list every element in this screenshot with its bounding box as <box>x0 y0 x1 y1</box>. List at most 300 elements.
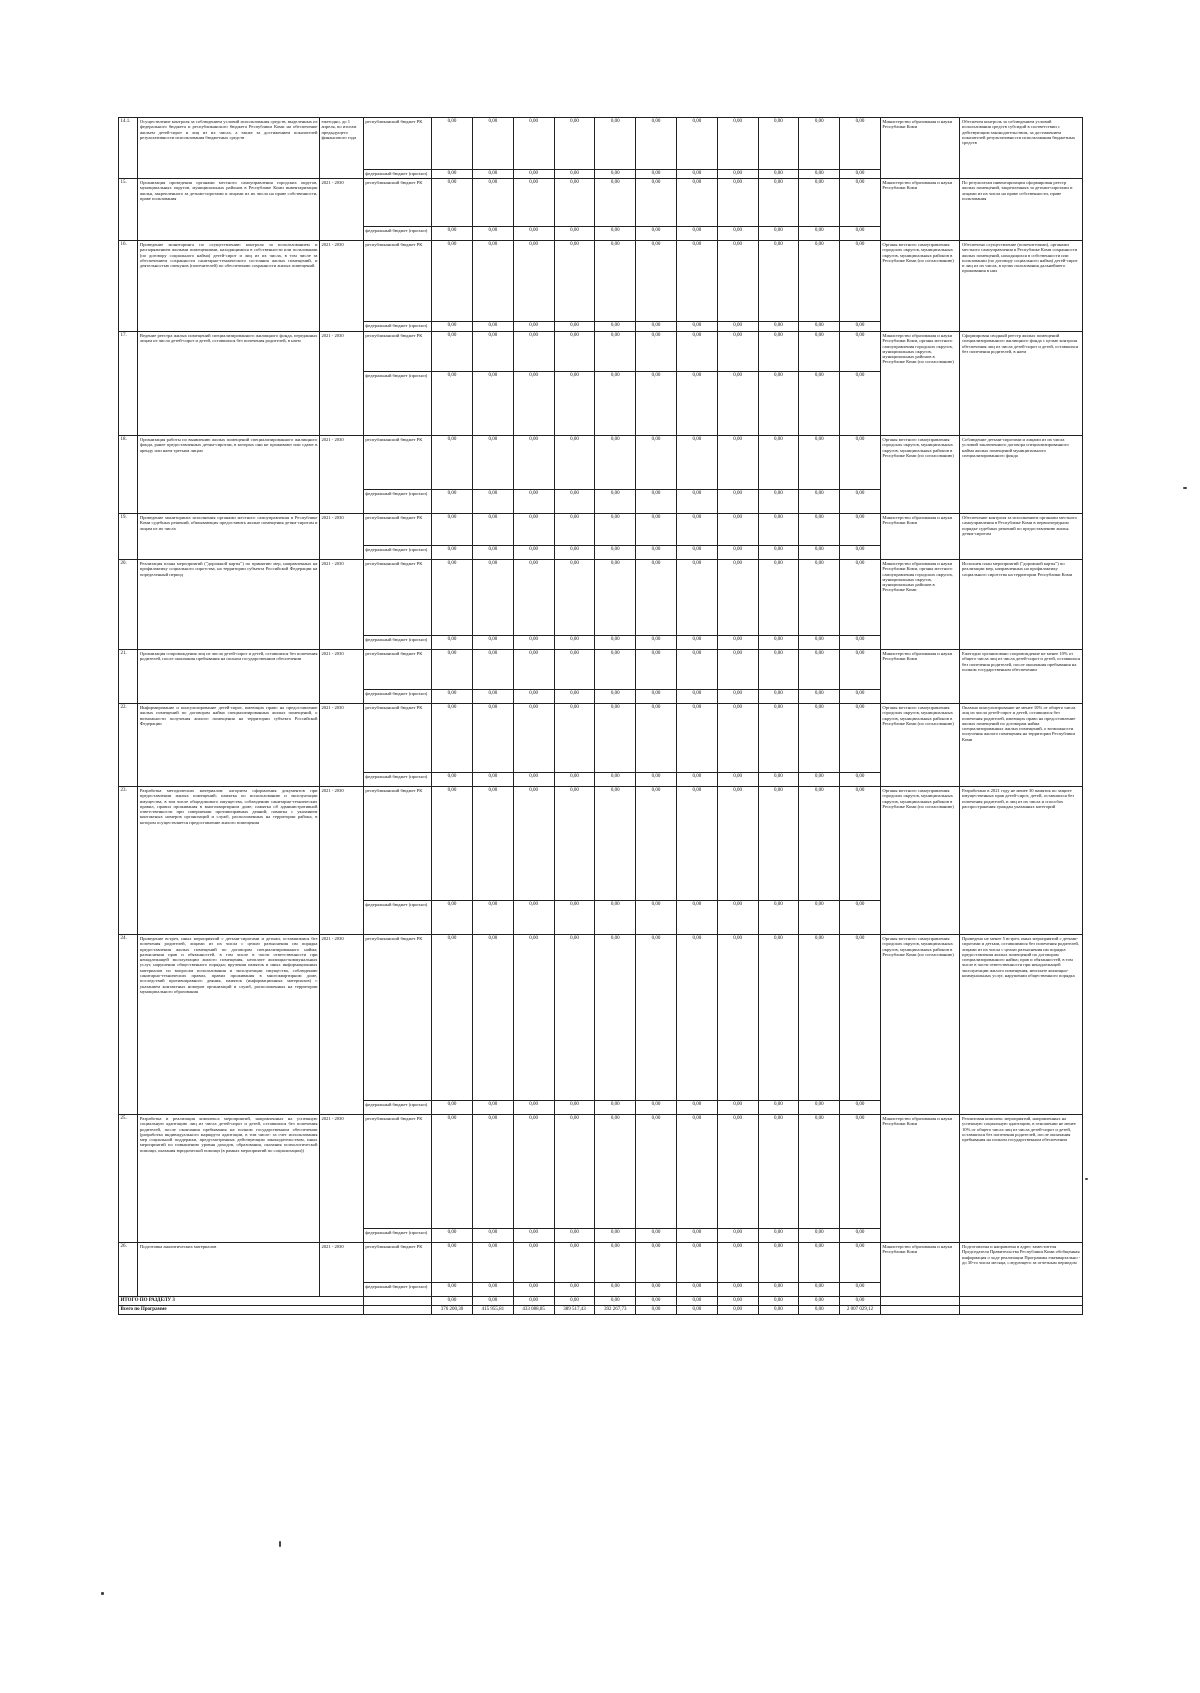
amount-cell: 0,00 <box>676 179 717 227</box>
source-label: республиканский бюджет РК <box>363 1115 431 1229</box>
amount-cell: 0,00 <box>676 787 717 901</box>
amount-cell: 0,00 <box>636 241 677 322</box>
amount-cell: 0,00 <box>758 636 799 650</box>
table-row <box>119 332 1083 372</box>
amount-cell: 0,00 <box>595 490 636 514</box>
source-label: республиканский бюджет РК <box>363 704 431 773</box>
amount-cell: 0,00 <box>595 546 636 560</box>
amount-cell: 0,00 <box>636 690 677 704</box>
table-row <box>119 560 1083 636</box>
amount-cell: 0,00 <box>840 650 881 690</box>
amount-cell: 0,00 <box>758 514 799 546</box>
period: 2021 - 2030 <box>319 436 363 514</box>
amount-cell: 0,00 <box>432 690 473 704</box>
table-row <box>119 514 1083 546</box>
activity-text: Проведение мониторинга по осуществлению контроля за использованием и распоряжением жилыми помещениями, находящимися в собственности или пользовании (по договору социального найма) детей-сирот и лиц из их числа, в том числе за обеспечением сохранности санитарно-технического состояния жилых помещений, и деятельностью опекунов (попечителей) по обеспечению сохранности жилых помещений <box>138 241 320 332</box>
amount-cell: 0,00 <box>595 170 636 179</box>
source-label: федеральный бюджет (прогноз) <box>363 636 431 650</box>
source-label: республиканский бюджет РК <box>363 787 431 901</box>
total-amount-cell: 0,00 <box>799 1306 840 1315</box>
amount-cell: 0,00 <box>799 227 840 241</box>
amount-cell: 0,00 <box>595 179 636 227</box>
expected-result <box>960 1297 1083 1306</box>
amount-cell: 0,00 <box>717 773 758 787</box>
amount-cell: 0,00 <box>717 690 758 704</box>
amount-cell: 0,00 <box>758 935 799 1101</box>
expected-result <box>960 1306 1083 1315</box>
amount-cell: 0,00 <box>676 1283 717 1297</box>
total-row <box>119 1306 1083 1315</box>
amount-cell: 0,00 <box>595 332 636 372</box>
amount-cell: 0,00 <box>472 372 513 436</box>
amount-cell: 0,00 <box>636 332 677 372</box>
source-label: республиканский бюджет РК <box>363 436 431 490</box>
amount-cell: 0,00 <box>676 1101 717 1115</box>
amount-cell: 0,00 <box>840 436 881 490</box>
amount-cell: 0,00 <box>636 514 677 546</box>
amount-cell: 0,00 <box>676 1243 717 1283</box>
period: 2021 - 2030 <box>319 514 363 560</box>
expected-result: Подготовлена и направлена в адрес заместителя Председателя Правительства Республики Коми обобщенная информация о ходе реализации Программы ежеквартально - до 30-го числа месяца, следующего за отчетным периодом <box>960 1243 1083 1297</box>
activity-text: Ведение реестра жилых помещений специализированного жилищного фонда, переданных лицам из числа детей-сирот и детей, оставшихся без попечения родителей, в наем <box>138 332 320 436</box>
amount-cell: 0,00 <box>717 227 758 241</box>
amount-cell: 0,00 <box>595 704 636 773</box>
total-amount-cell: 0,00 <box>472 1297 513 1306</box>
executor: Органы местного самоуправления городских округов, муниципальных округов, муниципальных районов в Республике Коми (по согласованию) <box>880 787 960 935</box>
amount-cell: 0,00 <box>513 901 554 935</box>
amount-cell: 0,00 <box>513 650 554 690</box>
amount-cell: 0,00 <box>840 118 881 170</box>
amount-cell: 0,00 <box>758 490 799 514</box>
expected-result: Обеспечен контроль за соблюдением условий использования средств субсидий в соответствии с действующим законодательством, за достижением показателей результативности использования бюджетных средств <box>960 118 1083 179</box>
source-label: федеральный бюджет (прогноз) <box>363 690 431 704</box>
row-number: 15. <box>119 179 138 241</box>
activity-text: Осуществление контроля за соблюдением условий использования средств, выделенных из федерального бюджета и республиканского бюджета Республики Коми на обеспечение жильем детей-сирот и лиц из их числа, а также за достижением показателей результативности использования бюджетных средств <box>138 118 320 179</box>
source-label <box>363 1297 431 1306</box>
amount-cell: 0,00 <box>595 773 636 787</box>
row-number: 26. <box>119 1243 138 1297</box>
amount-cell: 0,00 <box>799 650 840 690</box>
executor: Министерство образования и науки Республики Коми, органы местного самоуправления городских округов, муниципальных округов, муниципальных районов в Республике Коми (по согласованию) <box>880 332 960 436</box>
amount-cell: 0,00 <box>513 1243 554 1283</box>
amount-cell: 0,00 <box>554 773 595 787</box>
amount-cell: 0,00 <box>595 1283 636 1297</box>
amount-cell: 0,00 <box>758 170 799 179</box>
amount-cell: 0,00 <box>717 901 758 935</box>
source-label: федеральный бюджет (прогноз) <box>363 490 431 514</box>
row-number: 22. <box>119 704 138 787</box>
amount-cell: 0,00 <box>676 241 717 322</box>
amount-cell: 0,00 <box>472 1101 513 1115</box>
executor <box>880 1297 960 1306</box>
total-amount-cell: 415 955,81 <box>472 1306 513 1315</box>
amount-cell: 0,00 <box>676 636 717 650</box>
amount-cell: 0,00 <box>717 1243 758 1283</box>
amount-cell: 0,00 <box>799 935 840 1101</box>
executor: Органы местного самоуправления городских округов, муниципальных округов, муниципальных районов в Республике Коми (по согласованию) <box>880 241 960 332</box>
amount-cell: 0,00 <box>636 1283 677 1297</box>
amount-cell: 0,00 <box>799 118 840 170</box>
amount-cell: 0,00 <box>799 170 840 179</box>
executor: Министерство образования и науки Республики Коми <box>880 650 960 704</box>
amount-cell: 0,00 <box>636 490 677 514</box>
amount-cell: 0,00 <box>636 1101 677 1115</box>
amount-cell: 0,00 <box>799 332 840 372</box>
total-amount-cell: 433 088,85 <box>513 1306 554 1315</box>
amount-cell: 0,00 <box>840 787 881 901</box>
total-amount-cell: 0,00 <box>758 1306 799 1315</box>
amount-cell: 0,00 <box>513 332 554 372</box>
expected-result: Сформирован сводный реестр жилых помещений специализированного жилищного фонда с целью контроля обеспечения лиц из числа детей-сирот и детей, оставшихся без попечения родителей, в наем <box>960 332 1083 436</box>
table-row <box>119 935 1083 1101</box>
amount-cell: 0,00 <box>636 560 677 636</box>
activity-text: Разработка методических материалов: алгоритм оформления документов при предоставлении жилых помещений; памятка по использованию и эксплуатации имущества, в том числе общедомового имущества, соблюдению санитарно-технических правил, правил проживания в многоквартирном доме; памятка об административной ответственности при совершении противоправных деяний; памятка с указанием контактных номеров организаций и служб, расположенных на территории района, в котором осуществляется предоставление жилого помещения <box>138 787 320 935</box>
executor: Органы местного самоуправления городских округов, муниципальных округов, муниципальных районов в Республике Коми (по согласованию) <box>880 436 960 514</box>
amount-cell: 0,00 <box>799 546 840 560</box>
amount-cell: 0,00 <box>554 227 595 241</box>
amount-cell: 0,00 <box>636 436 677 490</box>
amount-cell: 0,00 <box>799 1229 840 1243</box>
amount-cell: 0,00 <box>513 636 554 650</box>
amount-cell: 0,00 <box>472 690 513 704</box>
amount-cell: 0,00 <box>513 514 554 546</box>
period: 2021 - 2030 <box>319 1115 363 1243</box>
amount-cell: 0,00 <box>676 1229 717 1243</box>
scan-speck <box>101 1592 104 1595</box>
amount-cell: 0,00 <box>676 1115 717 1229</box>
source-label: федеральный бюджет (прогноз) <box>363 1283 431 1297</box>
amount-cell: 0,00 <box>676 372 717 436</box>
amount-cell: 0,00 <box>595 241 636 322</box>
expected-result: Ежегодно организовано сопровождение не менее 10% от общего числа лиц из числа детей-сирот и детей, оставшихся без попечения родителей, после окончания пребывания на полном государственном обеспечении <box>960 650 1083 704</box>
total-amount-cell: 0,00 <box>513 1297 554 1306</box>
amount-cell: 0,00 <box>472 436 513 490</box>
amount-cell: 0,00 <box>513 179 554 227</box>
period: 2021 - 2030 <box>319 241 363 332</box>
amount-cell: 0,00 <box>840 560 881 636</box>
executor <box>880 1306 960 1315</box>
amount-cell: 0,00 <box>432 704 473 773</box>
total-amount-cell: 0,00 <box>717 1297 758 1306</box>
program-table <box>118 117 1083 1315</box>
amount-cell: 0,00 <box>513 704 554 773</box>
amount-cell: 0,00 <box>595 227 636 241</box>
amount-cell: 0,00 <box>636 935 677 1101</box>
amount-cell: 0,00 <box>758 118 799 170</box>
amount-cell: 0,00 <box>554 1243 595 1283</box>
amount-cell: 0,00 <box>472 179 513 227</box>
amount-cell: 0,00 <box>472 650 513 690</box>
amount-cell: 0,00 <box>636 1243 677 1283</box>
amount-cell: 0,00 <box>472 170 513 179</box>
amount-cell: 0,00 <box>472 118 513 170</box>
amount-cell: 0,00 <box>758 546 799 560</box>
amount-cell: 0,00 <box>758 650 799 690</box>
source-label: республиканский бюджет РК <box>363 514 431 546</box>
expected-result: Разработано в 2021 году не менее 30 памяток по защите имущественных прав детей-сирот, детей, оставшихся без попечения родителей, и лиц из их числа и способах распространения граждан указанных категорий <box>960 787 1083 935</box>
amount-cell: 0,00 <box>799 490 840 514</box>
amount-cell: 0,00 <box>840 1101 881 1115</box>
amount-cell: 0,00 <box>840 241 881 322</box>
executor: Министерство образования и науки Республики Коми <box>880 514 960 560</box>
amount-cell: 0,00 <box>554 241 595 322</box>
amount-cell: 0,00 <box>513 372 554 436</box>
amount-cell: 0,00 <box>513 1229 554 1243</box>
amount-cell: 0,00 <box>676 773 717 787</box>
amount-cell: 0,00 <box>676 935 717 1101</box>
total-amount-cell: 0,00 <box>595 1297 636 1306</box>
amount-cell: 0,00 <box>432 636 473 650</box>
amount-cell: 0,00 <box>513 1101 554 1115</box>
amount-cell: 0,00 <box>472 636 513 650</box>
amount-cell: 0,00 <box>554 170 595 179</box>
amount-cell: 0,00 <box>636 650 677 690</box>
amount-cell: 0,00 <box>758 436 799 490</box>
table-row <box>119 241 1083 322</box>
amount-cell: 0,00 <box>432 901 473 935</box>
amount-cell: 0,00 <box>513 1115 554 1229</box>
total-amount-cell: 0,00 <box>758 1297 799 1306</box>
source-label: федеральный бюджет (прогноз) <box>363 372 431 436</box>
amount-cell: 0,00 <box>554 935 595 1101</box>
source-label: республиканский бюджет РК <box>363 118 431 170</box>
amount-cell: 0,00 <box>554 1283 595 1297</box>
amount-cell: 0,00 <box>799 787 840 901</box>
amount-cell: 0,00 <box>595 560 636 636</box>
amount-cell: 0,00 <box>840 1115 881 1229</box>
amount-cell: 0,00 <box>513 560 554 636</box>
amount-cell: 0,00 <box>432 935 473 1101</box>
amount-cell: 0,00 <box>840 170 881 179</box>
total-amount-cell: 2 007 029,12 <box>840 1306 881 1315</box>
amount-cell: 0,00 <box>758 773 799 787</box>
total-row <box>119 1297 1083 1306</box>
total-amount-cell: 0,00 <box>676 1297 717 1306</box>
amount-cell: 0,00 <box>554 179 595 227</box>
expected-result: Обеспечено осуществление (попечителями), органами местного самоуправления в Республике Коми сохранности жилых помещений, находящихся в собственности или пользовании (по договору социального найма) детей-сирот и лиц из их числа, в целях пользования дальнейшего проживания в них <box>960 241 1083 332</box>
amount-cell: 0,00 <box>758 704 799 773</box>
amount-cell: 0,00 <box>513 546 554 560</box>
amount-cell: 0,00 <box>595 650 636 690</box>
amount-cell: 0,00 <box>799 241 840 322</box>
amount-cell: 0,00 <box>799 1115 840 1229</box>
amount-cell: 0,00 <box>554 690 595 704</box>
amount-cell: 0,00 <box>840 1229 881 1243</box>
amount-cell: 0,00 <box>799 773 840 787</box>
total-amount-cell: 0,00 <box>636 1306 677 1315</box>
amount-cell: 0,00 <box>554 514 595 546</box>
amount-cell: 0,00 <box>513 787 554 901</box>
amount-cell: 0,00 <box>472 332 513 372</box>
amount-cell: 0,00 <box>595 1243 636 1283</box>
amount-cell: 0,00 <box>595 372 636 436</box>
amount-cell: 0,00 <box>840 372 881 436</box>
amount-cell: 0,00 <box>472 546 513 560</box>
source-label: республиканский бюджет РК <box>363 332 431 372</box>
amount-cell: 0,00 <box>595 1115 636 1229</box>
table-row <box>119 704 1083 773</box>
activity-text: Проведение мониторинга исполнения органами местного самоуправления в Республике Коми судебных решений, обязывающих предоставить жилые помещения детям-сиротам и лицам из их числа <box>138 514 320 560</box>
amount-cell: 0,00 <box>513 118 554 170</box>
total-amount-cell: 0,00 <box>554 1297 595 1306</box>
amount-cell: 0,00 <box>472 935 513 1101</box>
amount-cell: 0,00 <box>513 935 554 1101</box>
activity-text: Организация проведения органами местного самоуправления городских округов, муниципальных округов, муниципальных районов в Республике Коми инвентаризации жилья, закрепленного за детьми-сиротами и лицами из их числа на праве собственности, праве пользования <box>138 179 320 241</box>
table-row <box>119 179 1083 227</box>
amount-cell: 0,00 <box>636 227 677 241</box>
amount-cell: 0,00 <box>432 1101 473 1115</box>
amount-cell: 0,00 <box>758 1243 799 1283</box>
amount-cell: 0,00 <box>636 1229 677 1243</box>
period: ежегодно, до 1 апреля, по итогам предыдущего финансового года <box>319 118 363 179</box>
amount-cell: 0,00 <box>840 1243 881 1283</box>
amount-cell: 0,00 <box>472 241 513 322</box>
amount-cell: 0,00 <box>758 332 799 372</box>
expected-result: По результатам инвентаризации сформирован реестр жилых помещений, закрепленных за детьми-сиротами и лицами из их числа на праве собственности, праве пользования <box>960 179 1083 241</box>
amount-cell: 0,00 <box>799 1101 840 1115</box>
amount-cell: 0,00 <box>840 704 881 773</box>
row-number: 23. <box>119 787 138 935</box>
amount-cell: 0,00 <box>432 1115 473 1229</box>
amount-cell: 0,00 <box>595 118 636 170</box>
amount-cell: 0,00 <box>636 322 677 332</box>
amount-cell: 0,00 <box>676 436 717 490</box>
amount-cell: 0,00 <box>758 322 799 332</box>
amount-cell: 0,00 <box>513 490 554 514</box>
activity-text: Организация работы по выявлению жилых помещений специализированного жилищного фонда, ранее предоставленных детям-сиротам, в которых они не проживают или сдают в аренду или наем третьим лицам <box>138 436 320 514</box>
amount-cell: 0,00 <box>472 704 513 773</box>
table-row <box>119 1115 1083 1229</box>
amount-cell: 0,00 <box>472 560 513 636</box>
amount-cell: 0,00 <box>472 1283 513 1297</box>
amount-cell: 0,00 <box>554 901 595 935</box>
amount-cell: 0,00 <box>758 690 799 704</box>
amount-cell: 0,00 <box>840 690 881 704</box>
total-label: Всего по Программе <box>119 1306 364 1315</box>
expected-result: Обеспечение контроля за исполнением органами местного самоуправления в Республике Коми в первоочередном порядке судебных решений по предоставлению жилья детям-сиротам <box>960 514 1083 560</box>
period: 2021 - 2030 <box>319 935 363 1115</box>
amount-cell: 0,00 <box>472 490 513 514</box>
executor: Министерство образования и науки Республики Коми <box>880 118 960 179</box>
total-amount-cell: 0,00 <box>636 1297 677 1306</box>
amount-cell: 0,00 <box>636 179 677 227</box>
amount-cell: 0,00 <box>676 118 717 170</box>
amount-cell: 0,00 <box>432 227 473 241</box>
amount-cell: 0,00 <box>554 118 595 170</box>
amount-cell: 0,00 <box>636 773 677 787</box>
amount-cell: 0,00 <box>636 636 677 650</box>
amount-cell: 0,00 <box>758 241 799 322</box>
amount-cell: 0,00 <box>758 179 799 227</box>
amount-cell: 0,00 <box>799 901 840 935</box>
amount-cell: 0,00 <box>676 560 717 636</box>
amount-cell: 0,00 <box>432 179 473 227</box>
amount-cell: 0,00 <box>472 227 513 241</box>
period: 2021 - 2030 <box>319 704 363 787</box>
amount-cell: 0,00 <box>595 514 636 546</box>
row-number: 21. <box>119 650 138 704</box>
amount-cell: 0,00 <box>432 241 473 322</box>
amount-cell: 0,00 <box>636 170 677 179</box>
amount-cell: 0,00 <box>554 636 595 650</box>
amount-cell: 0,00 <box>799 690 840 704</box>
amount-cell: 0,00 <box>554 546 595 560</box>
amount-cell: 0,00 <box>717 436 758 490</box>
amount-cell: 0,00 <box>432 332 473 372</box>
total-amount-cell: 0,00 <box>799 1297 840 1306</box>
executor: Министерство образования и науки Республики Коми, органы местного самоуправления городских округов, муниципальных округов, муниципальных районов в Республике Коми <box>880 560 960 650</box>
amount-cell: 0,00 <box>717 560 758 636</box>
source-label: республиканский бюджет РК <box>363 179 431 227</box>
table-row <box>119 1243 1083 1283</box>
amount-cell: 0,00 <box>717 514 758 546</box>
row-number: 17. <box>119 332 138 436</box>
amount-cell: 0,00 <box>758 901 799 935</box>
amount-cell: 0,00 <box>554 787 595 901</box>
amount-cell: 0,00 <box>799 514 840 546</box>
amount-cell: 0,00 <box>676 704 717 773</box>
row-number: 20. <box>119 560 138 650</box>
amount-cell: 0,00 <box>513 1283 554 1297</box>
amount-cell: 0,00 <box>717 241 758 322</box>
expected-result: Соблюдение детьми-сиротами и лицами из их числа условий заключенного договора специализированного найма жилых помещений муниципального специализированного фонда <box>960 436 1083 514</box>
amount-cell: 0,00 <box>717 1101 758 1115</box>
amount-cell: 0,00 <box>799 636 840 650</box>
row-number: 19. <box>119 514 138 560</box>
amount-cell: 0,00 <box>717 170 758 179</box>
period: 2021 - 2030 <box>319 179 363 241</box>
amount-cell: 0,00 <box>595 1101 636 1115</box>
amount-cell: 0,00 <box>840 935 881 1101</box>
amount-cell: 0,00 <box>676 514 717 546</box>
amount-cell: 0,00 <box>636 704 677 773</box>
total-amount-cell: 0,00 <box>840 1297 881 1306</box>
amount-cell: 0,00 <box>840 227 881 241</box>
amount-cell: 0,00 <box>717 1229 758 1243</box>
amount-cell: 0,00 <box>513 241 554 322</box>
amount-cell: 0,00 <box>717 118 758 170</box>
amount-cell: 0,00 <box>595 901 636 935</box>
row-number: 25. <box>119 1115 138 1243</box>
period: 2021 - 2030 <box>319 650 363 704</box>
amount-cell: 0,00 <box>676 690 717 704</box>
amount-cell: 0,00 <box>799 704 840 773</box>
amount-cell: 0,00 <box>554 650 595 690</box>
amount-cell: 0,00 <box>636 118 677 170</box>
amount-cell: 0,00 <box>554 372 595 436</box>
table-row <box>119 787 1083 901</box>
amount-cell: 0,00 <box>432 170 473 179</box>
amount-cell: 0,00 <box>472 322 513 332</box>
scan-speck <box>1085 1178 1088 1180</box>
total-amount-cell: 392 267,73 <box>595 1306 636 1315</box>
activity-text: Организация сопровождения лиц из числа детей-сирот и детей, оставшихся без попечения родителей, после окончания пребывания на полном государственном обеспечении <box>138 650 320 704</box>
amount-cell: 0,00 <box>758 372 799 436</box>
table-row <box>119 118 1083 170</box>
amount-cell: 0,00 <box>676 332 717 372</box>
amount-cell: 0,00 <box>472 1229 513 1243</box>
amount-cell: 0,00 <box>758 1229 799 1243</box>
amount-cell: 0,00 <box>554 704 595 773</box>
amount-cell: 0,00 <box>799 1283 840 1297</box>
amount-cell: 0,00 <box>717 1115 758 1229</box>
amount-cell: 0,00 <box>472 787 513 901</box>
expected-result: Оказано консультирование не менее 10% от общего числа лиц из числа детей-сирот и детей, оставшихся без попечения родителей, имеющих право на предоставление жилых помещений по договорам найма специализированных жилых помещений, о возможности получения жилого помещения на территории Республики Коми <box>960 704 1083 787</box>
amount-cell: 0,00 <box>595 935 636 1101</box>
total-label: ИТОГО ПО РАЗДЕЛУ 3 <box>119 1297 364 1306</box>
program-table-sheet <box>118 117 1083 1315</box>
executor: Органы местного самоуправления городских округов, муниципальных округов, муниципальных районов в Республике Коми (по согласованию) <box>880 935 960 1115</box>
